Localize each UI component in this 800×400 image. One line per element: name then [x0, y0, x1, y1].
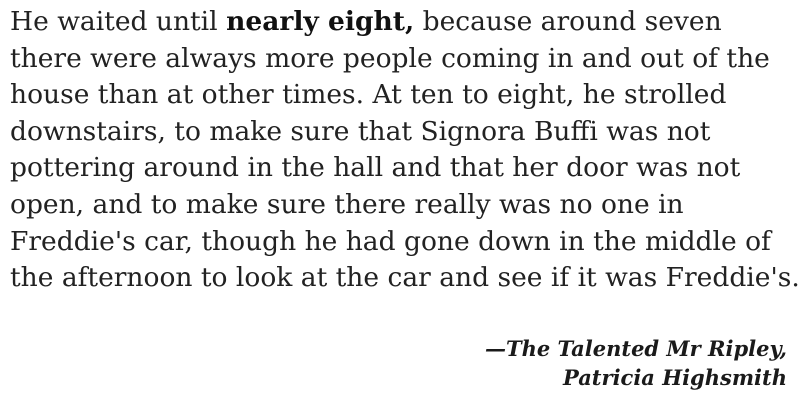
quote-line: downstairs, to make sure that Signora Buffi was not [10, 115, 711, 147]
quote-line: house than at other times. At ten to eight, he strolled [10, 79, 727, 111]
quote-line-start: He waited until [10, 6, 227, 37]
quote-line [10, 4, 790, 41]
attribution-author: Patricia Highsmith [562, 365, 787, 390]
quote-line: there were always more people coming in and out of the [10, 42, 770, 74]
quote-line: Freddie's car, though he had gone down in the middle of [10, 225, 771, 257]
attribution [485, 334, 787, 392]
quote-emphasis: nearly eight, [226, 6, 415, 37]
quote-line: pottering around in the hall and that her door was not [10, 152, 741, 184]
quote-line: open, and to make sure there really was no one in [10, 188, 684, 220]
quote-line: the afternoon to look at the car and see if it was Freddie's. [10, 262, 800, 294]
quote-passage [10, 4, 800, 297]
attribution-title: —The Talented Mr Ripley, [484, 336, 787, 361]
quote-line-end: because around seven [414, 6, 722, 37]
